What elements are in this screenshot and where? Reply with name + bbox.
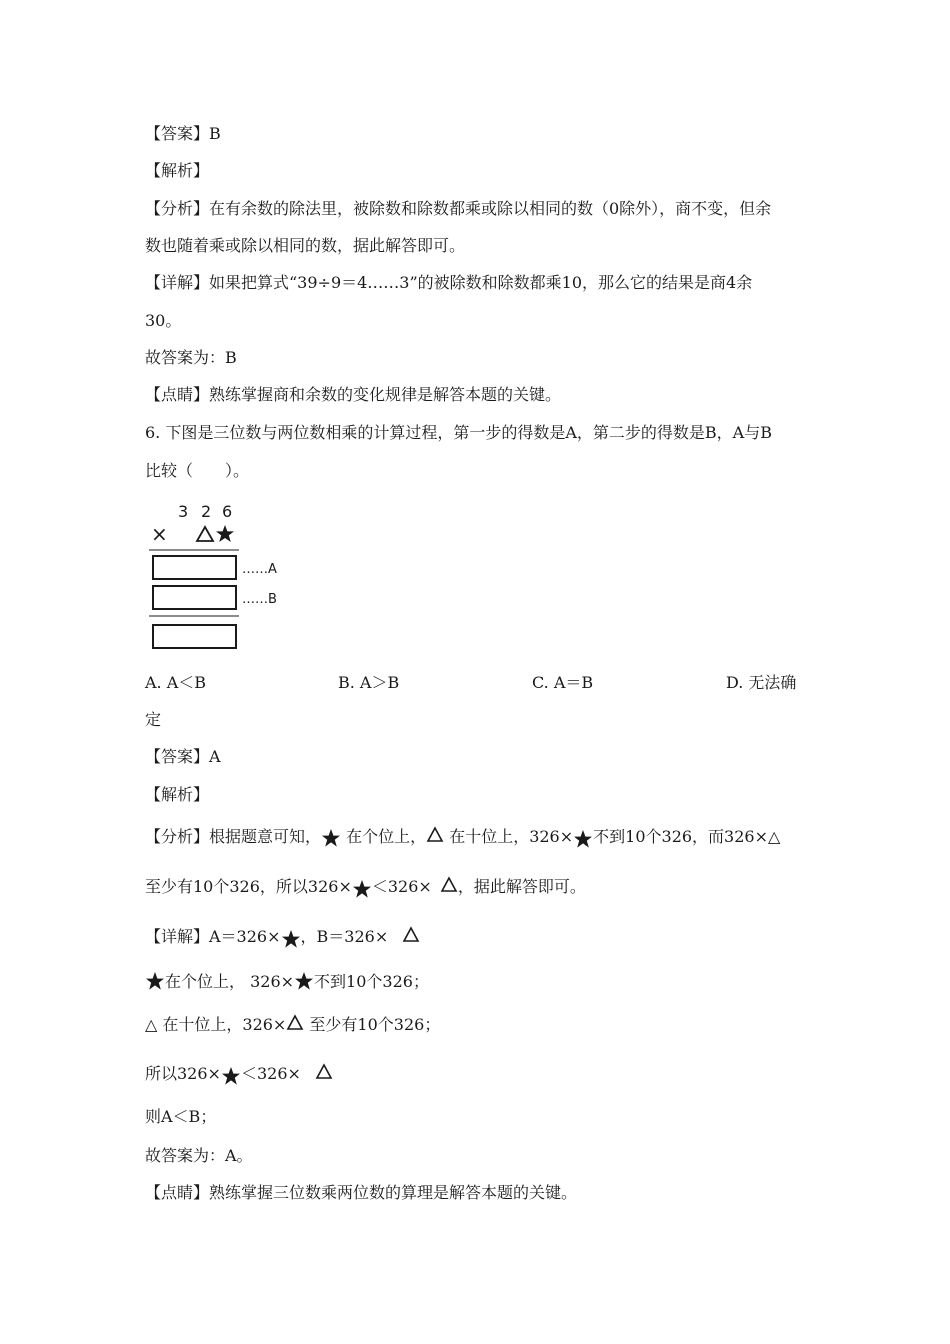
triangle-icon: [426, 826, 444, 846]
star-icon: [145, 971, 165, 991]
star-icon: [321, 828, 341, 848]
multiplicand-digit: 2: [201, 502, 212, 521]
multiplication-figure: [145, 498, 315, 658]
question-stem-1: 6. 下图是三位数与两位数相乘的计算过程，第一步的得数是A，第二步的得数是B，A与B: [145, 423, 772, 442]
star-icon: [216, 525, 234, 542]
jiexi-heading: 【解析】: [145, 161, 210, 180]
explanation-text: 至少有10个326；: [304, 1015, 441, 1034]
fenxi-text: 【分析】根据题意可知，: [145, 827, 322, 846]
partial-product-box-b: [153, 586, 236, 609]
option-a: A. A＜B: [145, 673, 207, 692]
fenxi-text: ，据此解答即可。: [457, 877, 586, 896]
partial-product-box-a: [153, 556, 236, 579]
option-d: D. 无法确: [726, 673, 797, 692]
fenxi-text: 在十位上，326×: [444, 827, 574, 846]
xiangjie-text: 【详解】A＝326×: [145, 927, 281, 946]
explanation-text: 所以326×: [145, 1064, 221, 1083]
explanation-text: △ 在十位上，326×: [145, 1015, 287, 1034]
option-b: B. A＞B: [338, 673, 400, 692]
jiexi-heading: 【解析】: [145, 785, 210, 804]
label-b: ……B: [242, 592, 277, 607]
option-wrap-text: 定: [145, 710, 162, 729]
xiangjie-line-2: 30。: [145, 311, 182, 330]
final-product-box: [153, 625, 236, 648]
times-sign: ×: [151, 522, 168, 546]
star-icon: [573, 829, 593, 849]
xiangjie-line-1: 【详解】如果把算式“39÷9＝4……3”的被除数和除数都乘10，那么它的结果是商4余: [145, 273, 753, 292]
then-line: 则A＜B；: [145, 1107, 217, 1126]
star-explanation-line: [145, 971, 429, 993]
dianjing-line: 【点睛】熟练掌握三位数乘两位数的算理是解答本题的关键。: [145, 1183, 578, 1202]
dianjing-line: 【点睛】熟练掌握商和余数的变化规律是解答本题的关键。: [145, 385, 562, 404]
fenxi-text: 至少有10个326，所以326×: [145, 877, 352, 896]
xiangjie-text: ，B＝326×: [300, 927, 389, 946]
triangle-icon: [286, 1014, 304, 1034]
option-c: C. A＝B: [532, 673, 594, 692]
triangle-icon: [197, 527, 213, 541]
fenxi-text: ＜326×: [371, 877, 432, 896]
label-a: ……A: [242, 562, 277, 577]
fenxi-text: 不到10个326，而326×△: [593, 827, 781, 846]
star-icon: [294, 971, 314, 991]
triangle-icon: [402, 926, 420, 946]
fenxi-line-2: [145, 876, 586, 899]
conclusion-line: 故答案为：B: [145, 348, 237, 367]
explanation-text: 不到10个326；: [314, 972, 429, 991]
triangle-icon: [315, 1063, 333, 1083]
xiangjie-line: [145, 926, 420, 949]
answer-line: 【答案】B: [145, 124, 221, 143]
star-icon: [281, 929, 301, 949]
so-line: [145, 1063, 333, 1086]
triangle-icon: [440, 876, 458, 896]
explanation-text: 在个位上， 326×: [165, 972, 295, 991]
fenxi-line-1: 【分析】在有余数的除法里，被除数和除数都乘或除以相同的数（0除外），商不变，但余: [145, 199, 772, 218]
star-icon: [352, 879, 372, 899]
conclusion-line: 故答案为：A。: [145, 1146, 253, 1165]
fenxi-line-1: [145, 826, 780, 849]
explanation-text: ＜326×: [240, 1064, 301, 1083]
star-icon: [221, 1066, 241, 1086]
fenxi-line-2: 数也随着乘或除以相同的数，据此解答即可。: [145, 236, 466, 255]
triangle-explanation-line: [145, 1014, 440, 1036]
multiplicand-digit: 6: [222, 502, 233, 521]
answer-line: 【答案】A: [145, 747, 221, 766]
multiplicand-digit: 3: [178, 502, 189, 521]
question-stem-2: 比较（ ）。: [145, 461, 250, 480]
fenxi-text: 在个位上，: [341, 827, 427, 846]
